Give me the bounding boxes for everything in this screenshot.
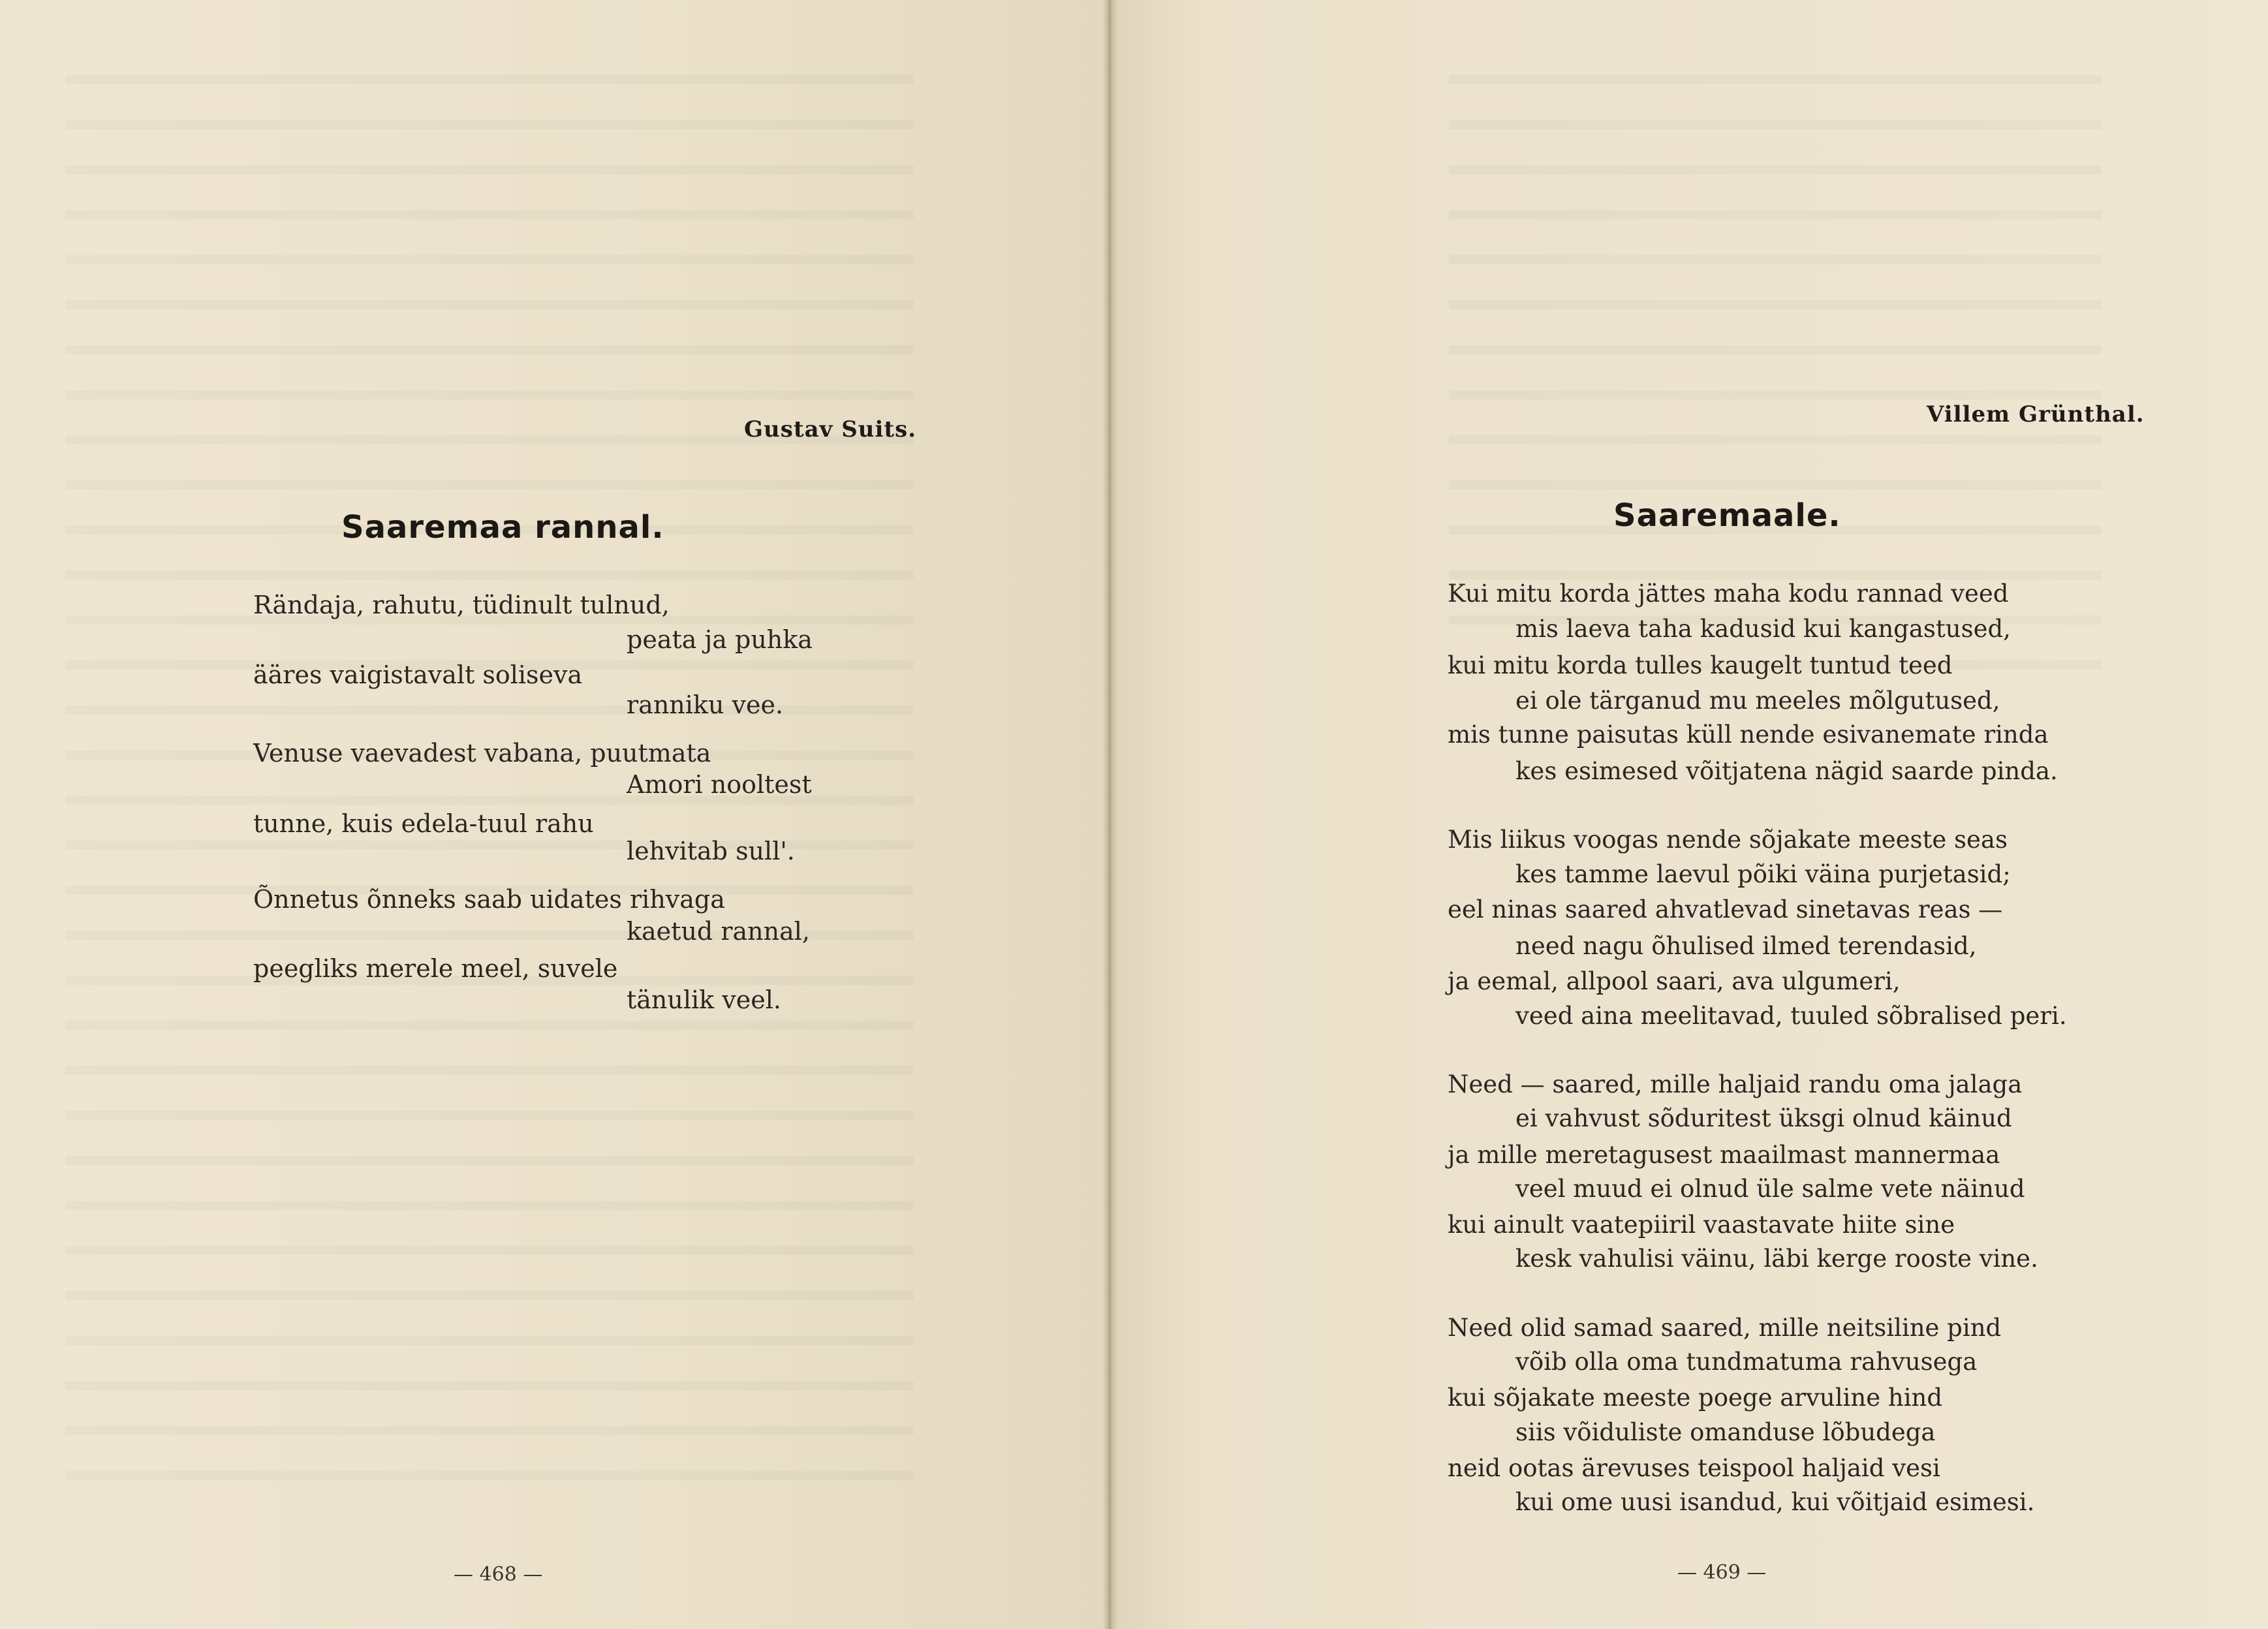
poem-line: mis tunne paisutas küll nende esivanemate rinda	[1448, 721, 2049, 749]
poem-line: Need olid samad saared, mille neitsiline pind	[1448, 1314, 2002, 1342]
poem-line: veel muud ei olnud üle salme vete näinud	[1515, 1175, 2025, 1203]
poem-line: kes esimesed võitjatena nägid saarde pinda.	[1515, 757, 2058, 785]
page-number: — 469 —	[1677, 1561, 1767, 1584]
poem-title: Saaremaa rannal.	[341, 509, 664, 546]
poem-line: mis laeva taha kadusid kui kangastused,	[1515, 615, 2011, 643]
poem-line: ja eemal, allpool saari, ava ulgumeri,	[1448, 967, 1901, 995]
poem-line: ei ole tärganud mu meeles mõlgutused,	[1515, 687, 2000, 715]
right-page	[1110, 0, 2268, 1629]
poem-line: kes tamme laevul põiki väina purjetasid;	[1515, 860, 2011, 888]
poem-title: Saaremaale.	[1613, 497, 1841, 534]
poem-line: kaetud rannal,	[627, 917, 810, 946]
poem-line: Mis liikus voogas nende sõjakate meeste seas	[1448, 826, 2008, 854]
poem-line: need nagu õhulised ilmed terendasid,	[1515, 932, 1977, 960]
poem-line: kesk vahulisi väinu, läbi kerge rooste vine.	[1515, 1245, 2038, 1273]
poem-line: eel ninas saared ahvatlevad sinetavas reas —	[1448, 895, 2003, 923]
poem-line: Need — saared, mille haljaid randu oma jalaga	[1448, 1070, 2023, 1098]
poem-line: peegliks merele meel, suvele	[253, 954, 618, 983]
poem-line: tunne, kuis edela-tuul rahu	[253, 809, 594, 838]
author-name: Gustav Suits.	[744, 416, 917, 442]
poem-line: neid ootas ärevuses teispool haljaid vesi	[1448, 1454, 1940, 1482]
poem-line: võib olla oma tundmatuma rahvusega	[1515, 1348, 1978, 1376]
poem-line: kui ainult vaatepiiril vaastavate hiite sine	[1448, 1211, 1955, 1239]
book-gutter	[1103, 0, 1117, 1629]
poem-line: Kui mitu korda jättes maha kodu rannad veed	[1448, 580, 2009, 608]
poem-line: veed aina meelitavad, tuuled sõbralised peri.	[1515, 1002, 2067, 1030]
poem-line: Õnnetus õnneks saab uidates rihvaga	[253, 885, 725, 914]
poem-line: ääres vaigistavalt soliseva	[253, 660, 583, 689]
author-name: Villem Grünthal.	[1927, 401, 2145, 427]
poem-line: tänulik veel.	[627, 985, 781, 1014]
poem-line: ranniku vee.	[627, 690, 784, 719]
page-number: — 468 —	[454, 1563, 543, 1586]
poem-line: peata ja puhka	[627, 625, 813, 654]
poem-line: Amori nooltest	[627, 770, 812, 799]
poem-line: lehvitab sull'.	[627, 837, 795, 865]
poem-line: Rändaja, rahutu, tüdinult tulnud,	[253, 591, 670, 619]
poem-line: kui ome uusi isandud, kui võitjaid esimesi.	[1515, 1488, 2035, 1516]
poem-line: siis võiduliste omanduse lõbudega	[1515, 1418, 1936, 1446]
poem-line: ei vahvust sõduritest üksgi olnud käinud	[1515, 1104, 2012, 1132]
left-page	[0, 0, 1110, 1629]
poem-line: ja mille meretagusest maailmast mannermaa	[1448, 1141, 2000, 1169]
show-through-text	[1449, 39, 2102, 670]
poem-line: kui sõjakate meeste poege arvuline hind	[1448, 1384, 1943, 1412]
poem-line: Venuse vaevadest vabana, puutmata	[253, 739, 711, 768]
poem-line: kui mitu korda tulles kaugelt tuntud teed	[1448, 651, 1953, 679]
